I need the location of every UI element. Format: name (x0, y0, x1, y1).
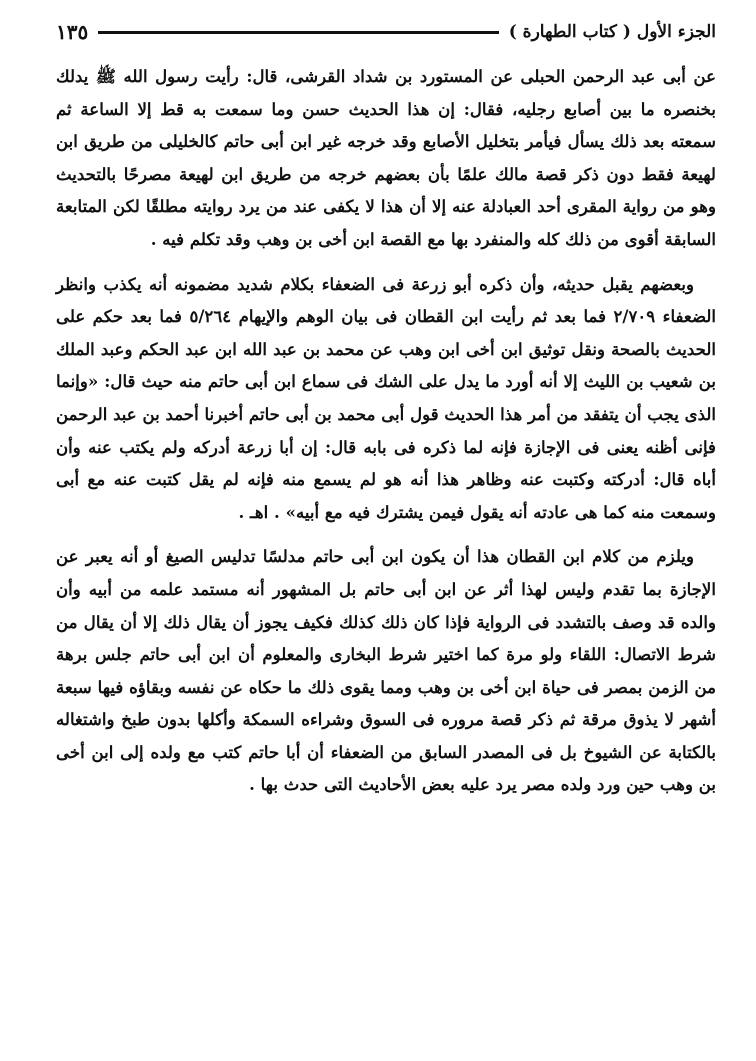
paragraph-1: عن أبى عبد الرحمن الحبلى عن المستورد بن شداد القرشى، قال: رأيت رسول الله ﷺ يدلك بخنصره ما بين أصابع رجليه، فقال: إن هذا الحديث حسن وما سمعت به قط إلا الساعة ثم سمعته بعد ذلك يسأل فيأمر بتخليل الأصابع وقد خرجه غير ابن أبى حاتم كالخليلى من طريق ابن لهيعة فقط دون ذكر قصة مالك علمًا بأن بعضهم خرجه من طريق ابن لهيعة مصرحًا بالتحديث وهو من رواية المقرى أحد العبادلة عنه إلا أن هذا لا يكفى عند من يرد روايته مطلقًا لكن المتابعة السابقة أقوى من ذلك كله والمنفرد بها مع القصة ابن أخى بن وهب وقد تكلم فيه . (56, 66, 716, 249)
page-number: ١٣٥ (56, 20, 89, 44)
header-title: الجزء الأول ( كتاب الطهارة ) (508, 22, 716, 42)
document-page (56, 14, 716, 1044)
header-rule (98, 31, 498, 34)
paragraph-3: ويلزم من كلام ابن القطان هذا أن يكون ابن أبى حاتم مدلسًا تدليس الصيغ أو أنه يعبر عن الإجازة بما تقدم وليس لهذا أثر عن ابن أبى حاتم بل المشهور أنه مستمد علمه من أبيه وأن والده قد وصف بالتشدد فى الرواية فإذا كان ذلك كذلك فكيف يجوز أن يقال ذلك إلا أن يقال من شرط الاتصال: اللقاء ولو مرة كما اختير شرط البخارى والمعلوم أن ابن أبى حاتم جلس برهة من الزمن بمصر فى حياة ابن أخى بن وهب ومما يقوى ذلك ما حكاه عن نفسه وبقاؤه فيها سبعة أشهر لا يذوق مرقة ثم ذكر قصة مروره فى السوق وشراءه السمكة وأكلها بدون طبخ واشتغاله بالكتابة عن الشيوخ بل فى المصدر السابق من الضعفاء أن أبا حاتم كتب مع ولده إلى ابن أخى بن وهب حين ورد ولده مصر يرد عليه بعض الأحاديث التى حدث بها . (56, 546, 716, 795)
running-header (56, 14, 716, 50)
paragraph-2: وبعضهم يقبل حديثه، وأن ذكره أبو زرعة فى الضعفاء بكلام شديد مضمونه أنه يكذب وانظر الضعفاء ٢/٧٠٩ فما بعد ثم رأيت ابن القطان فى بيان الوهم والإيهام ٥/٢٦٤ فما بعد حكم على الحديث بالصحة ونقل توثيق ابن أخى ابن وهب عن محمد بن عبد الله ابن عبد الحكم وعبد الملك بن شعيب بن الليث إلا أنه أورد ما يدل على الشك فى سماع ابن أبى حاتم منه حيث قال: «وإنما الذى يجب أن يتفقد من أمر هذا الحديث قول أبى محمد بن أبى حاتم أخبرنا أحمد بن عبد الرحمن فإنى أظنه يعنى فى الإجازة فإنه لما ذكره فى بابه قال: إن أبا زرعة أدركه ولم يكتب عنه وأن أباه قال: أدركته وكتبت عنه وظاهر هذا أنه هو لم يسمع منه فإنه لم يقل كتبت عنه مع أبى وسمعت منه كما هى عادته أنه يقول فيمن يشترك فيه مع أبيه» . اهـ . (56, 273, 716, 522)
